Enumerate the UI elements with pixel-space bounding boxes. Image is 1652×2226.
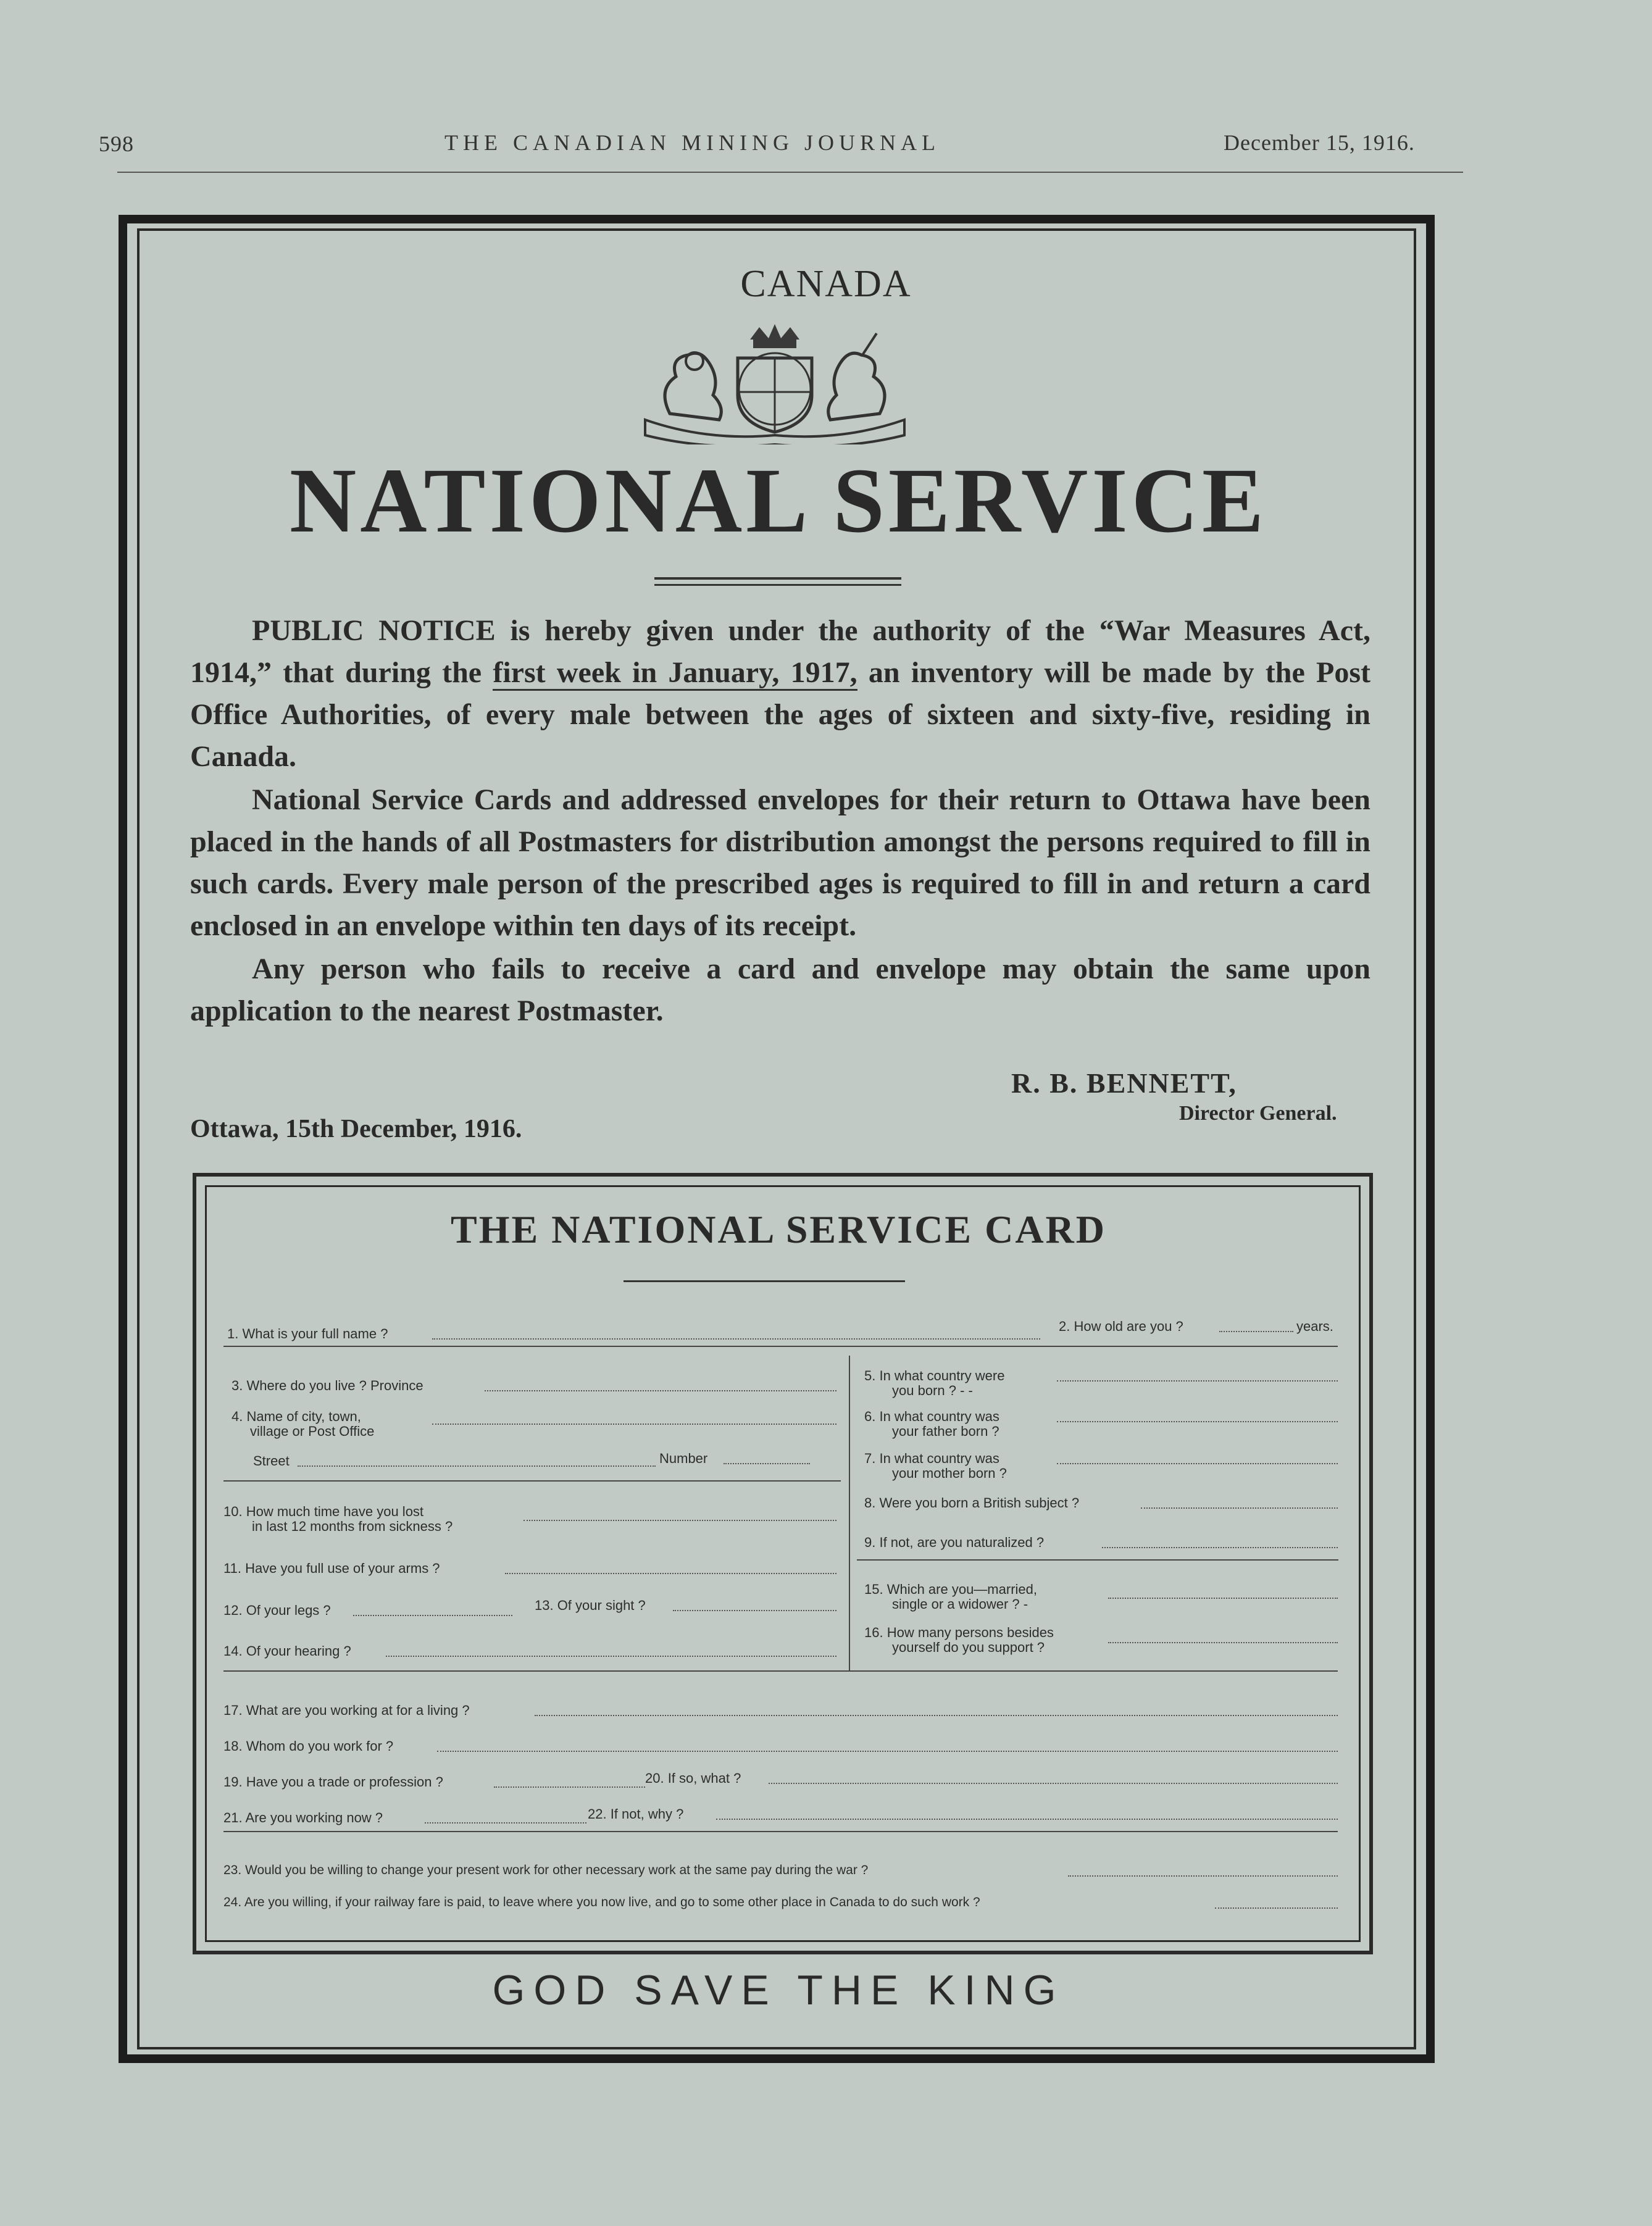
question-17: 17. What are you working at for a living ? [223,1703,470,1718]
card-column-divider [849,1356,850,1670]
header-rule [117,172,1463,173]
card-divider-bottom [223,1831,1338,1832]
question-15-line-2: single or a widower ? - [892,1596,1028,1612]
signatory-name: R. B. BENNETT, [1011,1067,1237,1099]
notice-body [190,610,1370,1033]
answer-line-4[interactable] [432,1424,836,1425]
question-20: 20. If so, what ? [645,1770,741,1786]
answer-line-8[interactable] [1141,1507,1338,1509]
answer-line-14[interactable] [386,1656,836,1657]
answer-line-1[interactable] [432,1338,1040,1340]
question-9: 9. If not, are you naturalized ? [864,1535,1045,1550]
issue-date: December 15, 1916. [1224,130,1415,155]
answer-line-7[interactable] [1057,1463,1338,1464]
answer-line-18[interactable] [437,1751,1338,1752]
answer-line-10[interactable] [524,1520,836,1521]
question-4-line-2: village or Post Office [250,1424,375,1439]
number-answer-line[interactable] [724,1463,810,1464]
question-12: 12. Of your legs ? [223,1603,331,1618]
question-22: 22. If not, why ? [588,1806,684,1822]
question-5-line-2: you born ? - - [892,1383,973,1398]
question-21: 21. Are you working now ? [223,1810,383,1825]
coat-of-arms-icon [633,321,917,444]
question-2: 2. How old are you ? [1059,1319,1183,1334]
answer-line-19[interactable] [494,1786,645,1788]
question-10-line-2: in last 12 months from sickness ? [252,1519,453,1534]
underlined-date: first week in January, 1917, [493,656,857,691]
answer-line-17[interactable] [535,1715,1338,1716]
answer-line-2[interactable] [1219,1331,1293,1332]
question-18: 18. Whom do you work for ? [223,1738,394,1754]
question-23: 23. Would you be willing to change your present work for other necessary work at the same pay during the war ? [223,1863,869,1877]
page-number: 598 [99,131,134,156]
question-16-line-1: 16. How many persons besides [864,1625,1054,1640]
question-1: 1. What is your full name ? [227,1326,388,1341]
answer-line-9[interactable] [1102,1547,1338,1548]
left-divider-1 [223,1480,841,1482]
question-6-line-2: your father born ? [892,1424,999,1439]
notice-paragraph-1-text-b: an inventory will be made by the Post Office Authorities, of every male between the ages of sixteen and sixty-five, residing in Canada. [190,656,1370,773]
answer-line-23[interactable] [1068,1875,1338,1877]
answer-line-16[interactable] [1108,1642,1338,1643]
answer-line-21[interactable] [425,1822,586,1824]
answer-line-6[interactable] [1057,1421,1338,1422]
signatory-title: Director General. [1179,1102,1337,1125]
answer-line-11[interactable] [505,1573,836,1574]
question-24: 24. Are you willing, if your railway fare is paid, to leave where you now live, and go to some other place in Canada to do such work ? [223,1895,980,1909]
answer-line-3[interactable] [485,1390,836,1391]
question-13: 13. Of your sight ? [535,1598,646,1613]
question-3: 3. Where do you live ? Province [232,1378,423,1393]
street-label: Street [253,1453,290,1469]
question-7-line-1: 7. In what country was [864,1451,999,1466]
question-19: 19. Have you a trade or profession ? [223,1774,443,1790]
service-card-title: THE NATIONAL SERVICE CARD [451,1207,1106,1251]
question-4-line-1: 4. Name of city, town, [232,1409,361,1424]
answer-line-22[interactable] [716,1819,1338,1820]
street-answer-line[interactable] [298,1465,656,1467]
answer-line-12[interactable] [353,1615,512,1616]
card-divider-top [223,1346,1338,1347]
question-11: 11. Have you full use of your arms ? [223,1561,440,1576]
notice-paragraph-3: Any person who fails to receive a card and envelope may obtain the same upon application to the nearest Postmaster. [190,953,1370,1027]
card-divider-middle [223,1670,1338,1672]
question-7-line-2: your mother born ? [892,1465,1007,1481]
answer-line-13[interactable] [673,1610,836,1611]
notice-paragraph-1 [190,610,1370,778]
question-5-line-1: 5. In what country were [864,1368,1005,1383]
notice-title: NATIONAL SERVICE [289,449,1268,552]
country-heading: CANADA [740,263,912,305]
notice-paragraph-1-text-a: PUBLIC NOTICE is hereby given under the authority of the “War Measures Act, 1914,” that during the [190,614,1370,689]
question-6-line-1: 6. In what country was [864,1409,999,1424]
question-8: 8. Were you born a British subject ? [864,1495,1080,1511]
answer-line-24[interactable] [1215,1907,1338,1909]
question-15-line-1: 15. Which are you—married, [864,1582,1037,1597]
question-10-line-1: 10. How much time have you lost [223,1504,424,1519]
answer-line-20[interactable] [769,1783,1338,1784]
place-and-date: Ottawa, 15th December, 1916. [190,1115,522,1143]
notice-paragraph-2: National Service Cards and addressed envelopes for their return to Ottawa have been placed in the hands of all Postmasters for distribution amongst the persons required to fill in such cards. Every male person of the prescribed ages is required to fill in and return a card enclosed in an envelope within ten days of its receipt. [190,783,1370,942]
right-divider-1 [857,1559,1338,1561]
title-double-rule [654,577,901,586]
question-14: 14. Of your hearing ? [223,1643,351,1659]
god-save-the-king: GOD SAVE THE KING [492,1967,1065,2014]
answer-line-15[interactable] [1108,1598,1338,1599]
question-16-line-2: yourself do you support ? [892,1640,1045,1655]
number-label: Number [659,1451,708,1466]
question-2-suffix: years. [1296,1319,1333,1334]
card-title-rule [624,1280,905,1282]
journal-title: THE CANADIAN MINING JOURNAL [444,130,940,155]
answer-line-5[interactable] [1057,1380,1338,1382]
